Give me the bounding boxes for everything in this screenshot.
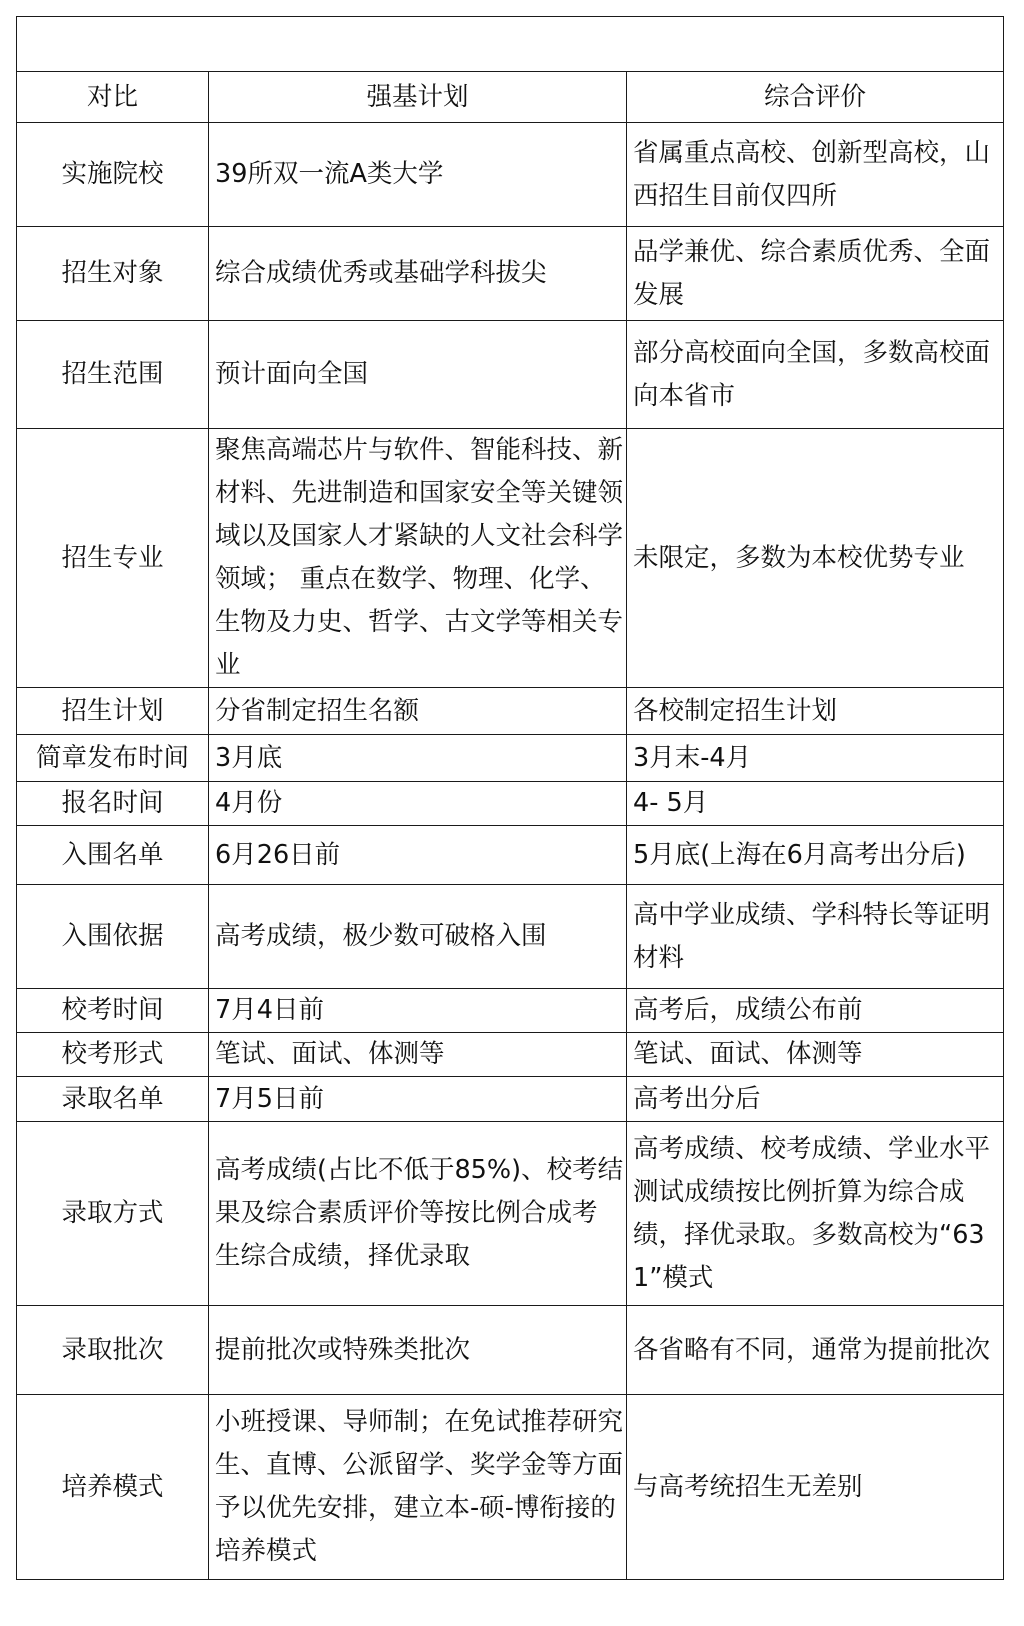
comparison-table <box>16 16 1004 1580</box>
table-row <box>17 1395 1004 1580</box>
table-row <box>17 989 1004 1033</box>
row-label: 培养模式 <box>17 1395 209 1580</box>
plan-cell: 聚焦高端芯片与软件、智能科技、新材料、先进制造和国家安全等关键领域以及国家人才紧缺的人文社会科学领域； 重点在数学、物理、化学、生物及力史、哲学、古文学等相关专业 <box>209 429 627 688</box>
table-row <box>17 735 1004 782</box>
row-label: 入围依据 <box>17 885 209 989</box>
eval-cell: 高中学业成绩、学科特长等证明材料 <box>627 885 1004 989</box>
eval-cell: 部分高校面向全国，多数高校面向本省市 <box>627 321 1004 429</box>
row-label: 招生范围 <box>17 321 209 429</box>
table-row <box>17 1122 1004 1306</box>
plan-cell: 3月底 <box>209 735 627 782</box>
eval-cell: 未限定，多数为本校优势专业 <box>627 429 1004 688</box>
table-row <box>17 321 1004 429</box>
eval-cell: 3月末-4月 <box>627 735 1004 782</box>
eval-cell: 省属重点高校、创新型高校，山西招生目前仅四所 <box>627 123 1004 227</box>
table-row <box>17 826 1004 885</box>
table-row <box>17 885 1004 989</box>
plan-cell: 4月份 <box>209 782 627 826</box>
table-row <box>17 782 1004 826</box>
header-comprehensive-eval: 综合评价 <box>627 72 1004 123</box>
eval-cell: 各省略有不同，通常为提前批次 <box>627 1306 1004 1395</box>
eval-cell: 5月底(上海在6月高考出分后) <box>627 826 1004 885</box>
plan-cell: 提前批次或特殊类批次 <box>209 1306 627 1395</box>
row-label: 校考时间 <box>17 989 209 1033</box>
plan-cell: 7月5日前 <box>209 1077 627 1122</box>
table-row <box>17 123 1004 227</box>
table-row <box>17 1306 1004 1395</box>
plan-cell: 6月26日前 <box>209 826 627 885</box>
row-label: 录取批次 <box>17 1306 209 1395</box>
plan-cell: 分省制定招生名额 <box>209 688 627 735</box>
eval-cell: 与高考统招生无差别 <box>627 1395 1004 1580</box>
plan-cell: 高考成绩(占比不低于85%)、校考结果及综合素质评价等按比例合成考 生综合成绩，择优录取 <box>209 1122 627 1306</box>
table-row <box>17 227 1004 321</box>
table-header-row <box>17 72 1004 123</box>
plan-cell: 7月4日前 <box>209 989 627 1033</box>
plan-cell: 小班授课、导师制；在免试推荐研究生、直博、公派留学、奖学金等方面予以优先安排，建立本-硕-博衔接的培养模式 <box>209 1395 627 1580</box>
row-label: 报名时间 <box>17 782 209 826</box>
row-label: 招生对象 <box>17 227 209 321</box>
row-label: 招生计划 <box>17 688 209 735</box>
header-qiangji-plan: 强基计划 <box>209 72 627 123</box>
row-label: 招生专业 <box>17 429 209 688</box>
eval-cell: 各校制定招生计划 <box>627 688 1004 735</box>
plan-cell: 高考成绩，极少数可破格入围 <box>209 885 627 989</box>
eval-cell: 笔试、面试、体测等 <box>627 1033 1004 1077</box>
row-label: 入围名单 <box>17 826 209 885</box>
table-row <box>17 1033 1004 1077</box>
table-row <box>17 1077 1004 1122</box>
eval-cell: 高考出分后 <box>627 1077 1004 1122</box>
eval-cell: 高考成绩、校考成绩、学业水平测试成绩按比例折算为综合成绩，择优录取。多数高校为“631”模式 <box>627 1122 1004 1306</box>
eval-cell: 高考后，成绩公布前 <box>627 989 1004 1033</box>
row-label: 实施院校 <box>17 123 209 227</box>
row-label: 简章发布时间 <box>17 735 209 782</box>
plan-cell: 预计面向全国 <box>209 321 627 429</box>
header-compare: 对比 <box>17 72 209 123</box>
table-title-row <box>17 17 1004 72</box>
plan-cell: 笔试、面试、体测等 <box>209 1033 627 1077</box>
eval-cell: 4- 5月 <box>627 782 1004 826</box>
plan-cell: 39所双一流A类大学 <box>209 123 627 227</box>
table-row <box>17 688 1004 735</box>
table-title <box>17 17 1004 72</box>
eval-cell: 品学兼优、综合素质优秀、全面发展 <box>627 227 1004 321</box>
row-label: 录取方式 <box>17 1122 209 1306</box>
table-row <box>17 429 1004 688</box>
plan-cell: 综合成绩优秀或基础学科拔尖 <box>209 227 627 321</box>
row-label: 校考形式 <box>17 1033 209 1077</box>
row-label: 录取名单 <box>17 1077 209 1122</box>
